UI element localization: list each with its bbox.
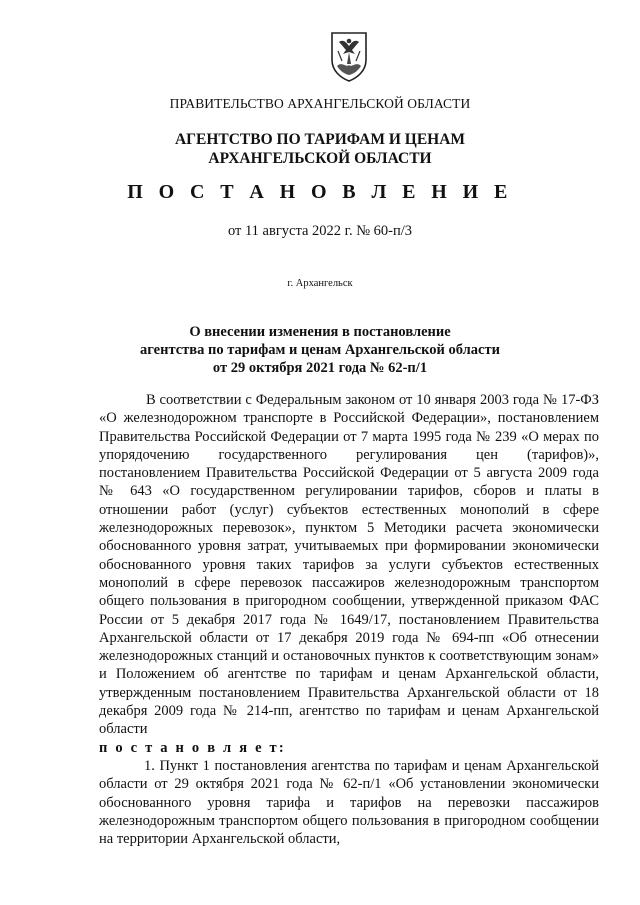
- agency-name: [0, 130, 640, 168]
- document-type-title: П О С Т А Н О В Л Е Н И Е: [127, 181, 513, 203]
- arkhangelsk-coat-of-arms-icon: [328, 30, 370, 82]
- item-1-paragraph: 1. Пункт 1 постановления агентства по тарифам и ценам Архангельской области от 29 октября 2021 года № 62-п/1 «Об установлении экономически обоснованного уровня тарифа и тарифов на перевозки пассажиров железнодорожным транспортом общего пользования в пригородном сообщении на территории Архангельской области,: [99, 757, 599, 848]
- agency-name-line-2: АРХАНГЕЛЬСКОЙ ОБЛАСТИ: [208, 150, 432, 167]
- agency-name-line-1: АГЕНТСТВО ПО ТАРИФАМ И ЦЕНАМ: [174, 131, 466, 148]
- subject-line-3: от 29 октября 2021 года № 62-п/1: [212, 360, 428, 376]
- document-subject: [0, 323, 640, 377]
- document-date-number: от 11 августа 2022 г. № 60-п/3: [227, 223, 413, 239]
- resolves-keyword: п о с т а н о в л я е т:: [99, 739, 286, 756]
- preamble-paragraph: В соответствии с Федеральным законом от 10 января 2003 года № 17-ФЗ «О железнодорожном транспорте в Российской Федерации», постановлением Правительства Российской Федерации от 7 марта 1995 года № 239 «О мерах по упорядочению государственного регулирования цен (тарифов)», постановлением Правительства Российской Федерации от 5 августа 2009 года № 643 «О государственном регулировании тарифов, сборов и платы в отношении работ (услуг) субъектов естественных монополий в сфере железнодорожных перевозок», пунктом 5 Методики расчета экономически обоснованного уровня затрат, учитываемых при формировании экономически обоснованного уровня таких тарифов за услуги субъектов естественных монополий в сфере перевозок пассажиров железнодорожным транспортом общего пользования в пригородном сообщении, утвержденной приказом ФАС России от 5 декабря 2017 года № 1649/17, постановлением Правительства Архангельской области от 17 декабря 2019 года № 694-пп «Об отнесении железнодорожных станций и остановочных пунктов к соответствующим зонам» и Положением об агентстве по тарифам и ценам Архангельской области, утвержденным постановлением Правительства Архангельской области от 18 декабря 2009 года № 214-пп, агентство по тарифам и ценам Архангельской области: [99, 392, 599, 738]
- subject-line-1: О внесении изменения в постановление: [189, 324, 451, 340]
- document-city: г. Архангельск: [287, 278, 353, 289]
- document-body: [99, 391, 599, 848]
- subject-line-2: агентства по тарифам и ценам Архангельской области: [140, 342, 500, 358]
- government-name: ПРАВИТЕЛЬСТВО АРХАНГЕЛЬСКОЙ ОБЛАСТИ: [169, 96, 471, 111]
